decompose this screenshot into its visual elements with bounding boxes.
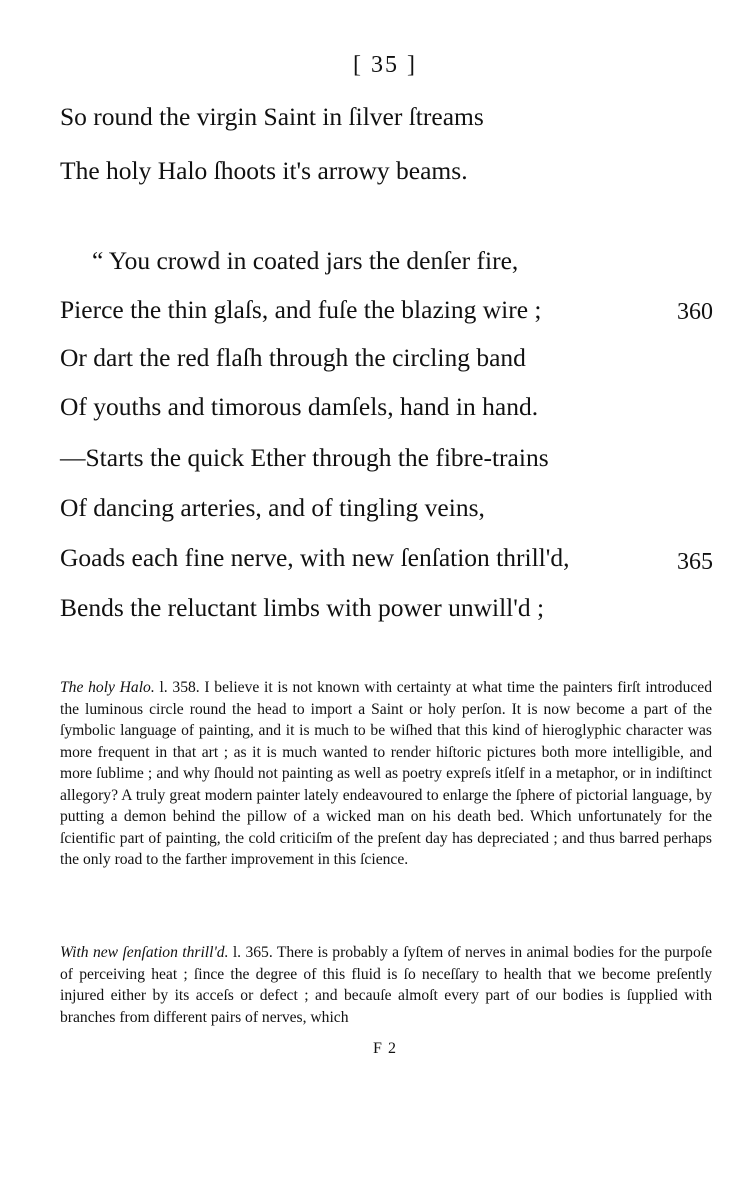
footnote-text: l. 365. There is probably a ſyſtem of nerves in animal bodies for the purpoſe of perceiving heat ; ſince the degree of this fluid is ſo neceſſary to health that we become preſently injured either by its acceſs or defect ; and becauſe almoſt every part of our bodies is ſupplied with branches from different pairs of nerves, which bbox=[60, 944, 712, 1026]
verse-line: “ You crowd in coated jars the denſer fire, bbox=[92, 246, 519, 275]
verse-line: Bends the reluctant limbs with power unwill'd ; bbox=[60, 593, 545, 622]
footnote-text: l. 358. I believe it is not known with certainty at what time the painters firſt introduced the luminous circle round the head to import a Saint or holy perſon. It is now become a part of the ſymbolic language of painting, and it is much to be wiſhed that this kind of hieroglyphic character was more frequent in that art ; as it is much wanted to render hiſtoric pictures both more intelligible, and more ſublime ; and why ſhould not painting as well as poetry expreſs itſelf in a metaphor, or in indiſtinct allegory? A truly great modern painter lately endeavoured to enlarge the ſphere of pictorial language, by putting a demon behind the pillow of a wicked man on his death bed. Which unfortunately for the ſcientific part of painting, the cold criticiſm of the preſent day has depreciated ; and thus barred perhaps the only road to the farther improvement in this ſcience. bbox=[60, 679, 713, 868]
verse-line: Pierce the thin glaſs, and fuſe the blazing wire ; bbox=[60, 295, 542, 324]
verse-line: So round the virgin Saint in ſilver ſtreams bbox=[60, 102, 484, 131]
verse-line: —Starts the quick Ether through the fibre-trains bbox=[60, 443, 549, 472]
verse-line: Of dancing arteries, and of tingling veins, bbox=[60, 493, 485, 522]
verse-line: The holy Halo ſhoots it's arrowy beams. bbox=[60, 156, 468, 185]
footnote-lead: The holy Halo. bbox=[60, 679, 155, 696]
page-number: [ 35 ] bbox=[353, 52, 417, 78]
verse-line: Of youths and timorous damſels, hand in hand. bbox=[60, 392, 539, 421]
line-number: 360 bbox=[677, 299, 713, 325]
line-number: 365 bbox=[677, 549, 713, 575]
verse-line: Goads each fine nerve, with new ſenſation thrill'd, bbox=[60, 543, 570, 572]
verse-line: Or dart the red flaſh through the circling band bbox=[60, 343, 526, 372]
footnote-lead: With new ſenſation thrill'd. bbox=[60, 944, 229, 961]
signature-mark: F 2 bbox=[373, 1040, 397, 1057]
footnote bbox=[60, 942, 712, 1028]
footnote bbox=[60, 677, 712, 871]
